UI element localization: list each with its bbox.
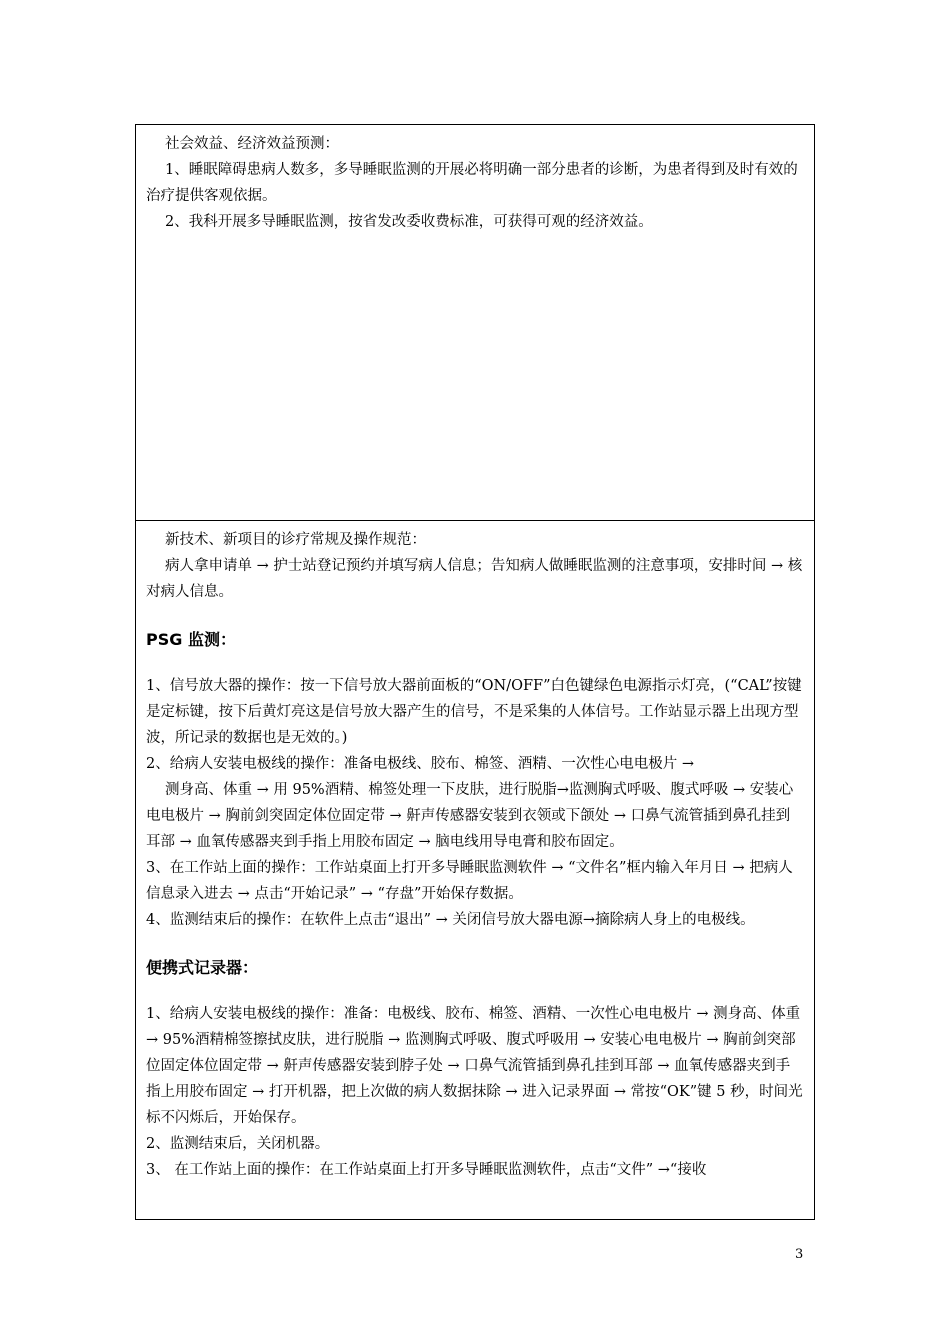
section1-para2: 2、我科开展多导睡眠监测，按省发改委收费标准，可获得可观的经济效益。	[165, 214, 653, 230]
form-table	[135, 124, 815, 1220]
spacer	[146, 605, 804, 627]
section1-heading: 社会效益、经济效益预测：	[165, 136, 339, 152]
spacer	[146, 981, 804, 1001]
psg-item1: 1、信号放大器的操作：按一下信号放大器前面板的“ON/OFF”白色键绿色电源指示灯亮，(“CAL”按键是定标键，按下后黄灯亮这是信号放大器产生的信号，不是采集的人体信号。工作站显示器上出现方型波，所记录的数据也是无效的。)	[146, 678, 802, 746]
portable-item3: 3、 在工作站上面的操作：在工作站桌面上打开多导睡眠监测软件，点击“文件” →“接收	[146, 1162, 707, 1178]
psg-item2a: 2、给病人安装电极线的操作：准备电极线、胶布、棉签、酒精、一次性心电电极片 →	[146, 756, 694, 772]
portable-item2: 2、监测结束后，关闭机器。	[146, 1136, 330, 1152]
spacer	[146, 933, 804, 955]
page-number: 3	[795, 1247, 804, 1262]
psg-title: PSG 监测：	[146, 630, 236, 649]
psg-item2b: 测身高、体重 → 用 95%酒精、棉签处理一下皮肤，进行脱脂→监测胸式呼吸、腹式呼吸 → 安装心电电极片 → 胸前剑突固定体位固定带 → 鼾声传感器安装到衣领或下颌处 → 口鼻气流管插到鼻孔挂到耳部 → 血氧传感器夹到手指上用胶布固定 → 脑电线用导电膏和胶布固定。	[146, 782, 794, 850]
psg-item4: 4、监测结束后的操作：在软件上点击“退出” → 关闭信号放大器电源→摘除病人身上的电极线。	[146, 912, 755, 928]
portable-title: 便携式记录器：	[146, 958, 259, 977]
section2-intro: 病人拿申请单 → 护士站登记预约并填写病人信息；告知病人做睡眠监测的注意事项，安排时间 → 核对病人信息。	[146, 558, 803, 600]
procedure-cell	[136, 521, 814, 1221]
spacer	[146, 653, 804, 673]
psg-item3: 3、在工作站上面的操作：工作站桌面上打开多导睡眠监测软件 → “文件名”框内输入年月日 → 把病人信息录入进去 → 点击“开始记录” → “存盘”开始保存数据。	[146, 860, 793, 902]
portable-item1: 1、给病人安装电极线的操作：准备：电极线、胶布、棉签、酒精、一次性心电电极片 → 测身高、体重 → 95%酒精棉签擦拭皮肤，进行脱脂 → 监测胸式呼吸、腹式呼吸用 → 安装心电电极片 → 胸前剑突部位固定体位固定带 → 鼾声传感器安装到脖子处 → 口鼻气流管插到鼻孔挂到耳部 → 血氧传感器夹到手指上用胶布固定 → 打开机器，把上次做的病人数据抹除 → 进入记录界面 → 常按“OK”键 5 秒，时间光标不闪烁后，开始保存。	[146, 1006, 803, 1126]
section2-heading: 新技术、新项目的诊疗常规及操作规范：	[165, 532, 426, 548]
benefit-forecast-cell	[136, 125, 814, 521]
section1-para1: 1、睡眠障碍患病人数多，多导睡眠监测的开展必将明确一部分患者的诊断，为患者得到及时有效的治疗提供客观依据。	[146, 162, 798, 204]
